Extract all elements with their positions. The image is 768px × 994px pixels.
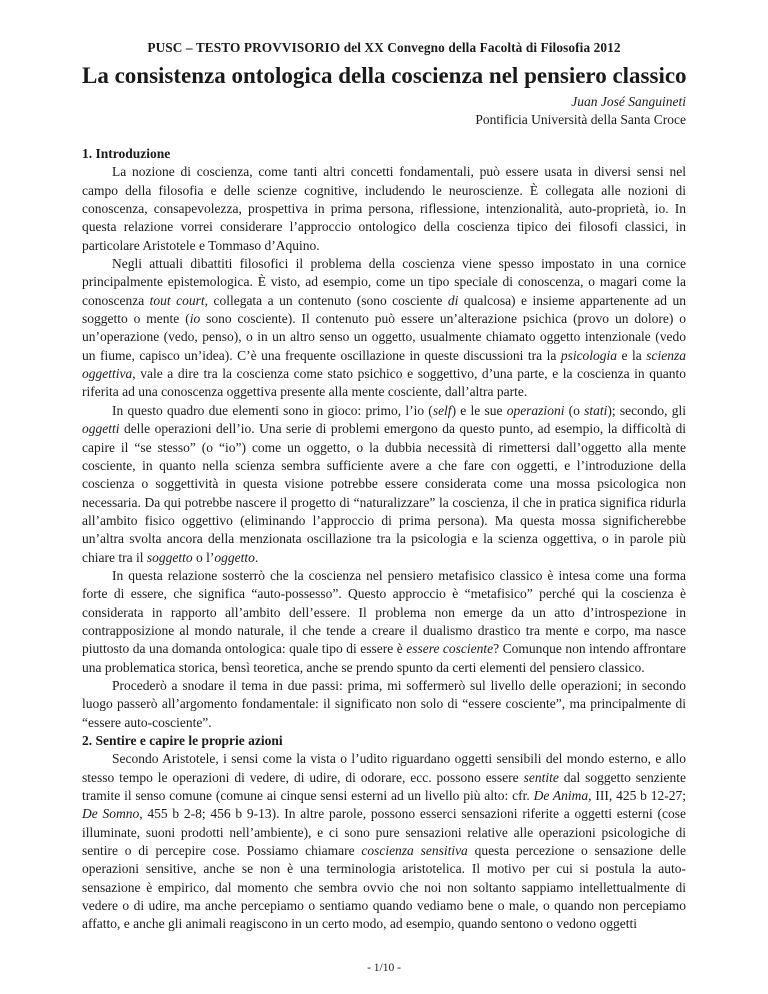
paragraph-text: delle operazioni dell’io. Una serie di problemi emergono da questo punto, ad esempio, la difficoltà di capire il “se stesso” (o “io”) come un oggetto, o la dubbia necessità di rimettersi dall’oggetto alla mente cosciente, in quanto nella scienza sembra sufficiente avere a che fare con oggetti, e l’introduzione della coscienza o soggettività in questa visione potrebbe essere considerata come una mossa psicologica non necessaria. Da qui potrebbe nascere il progetto di “naturalizzare” la coscienza, il che in pratica significa ridurla all’ambito fisico oggettivo (eliminando l’approccio di prima persona). Ma questa mossa significherebbe un’altra svolta ancora della menzionata oscillazione tra la psicologia e la scienza oggettiva, o in parole più chiare tra il	[82, 421, 686, 565]
italic-term: essere cosciente	[406, 641, 494, 657]
paragraph-text: qualcosa) e insieme appartenente ad un soggetto o mente (	[82, 292, 687, 327]
author-name: Juan José Sanguineti	[571, 94, 686, 109]
paragraph-text: sono cosciente). Il contenuto può essere un’alterazione psichica (provo un dolore) o un’operazione (vedo, penso), o in un altro senso un oggetto, usualmente chiamato oggetto intenzionale (vedo un fiume, capisco un’idea). C’è una frequente oscillazione in queste discussioni tra la	[82, 311, 686, 363]
italic-term: psicologia	[560, 347, 618, 363]
italic-term: tout court	[149, 292, 205, 308]
paragraph-text: ) e le sue	[451, 402, 507, 418]
paragraph-text: In questo quadro due elementi sono in gioco: primo, l’io (	[112, 402, 433, 418]
italic-term: di	[447, 292, 459, 308]
paragraph-text: .	[254, 549, 259, 565]
paragraph-3	[82, 402, 686, 567]
paragraph-text: , III, 425 b 12-27;	[588, 788, 687, 804]
paragraph-1	[82, 163, 686, 255]
page-number: - 1/10 -	[367, 962, 401, 974]
paragraph-text: ? Comunque non intendo affrontare una problematica storica, bensì teoretica, anche se prendo spunto da certi elementi del pensiero classico.	[82, 641, 686, 675]
italic-term: coscienza sensitiva	[361, 843, 468, 859]
italic-term: De Somno	[82, 806, 140, 822]
paragraph-text: (o	[564, 402, 585, 418]
paragraph-text: questa percezione o sensazione delle operazioni sensitive, anche se non è una terminologia aristotelica. Il motivo per cui si postula la auto-sensazione è empirico, dal momento che sembra ovvio che noi non soltanto sappiamo intellettualmente di vedere o di udire, ma anche percepiamo o sentiamo quando vediamo bene o male, o quando non percepiamo affatto, e anche gli animali reagiscono in un certo modo, ad esempio, quando sentono o vedono oggetti	[82, 843, 686, 932]
paragraph-text: , collegata a un contenuto (sono cosciente	[204, 292, 448, 308]
italic-term: operazioni	[506, 402, 565, 418]
author-block	[475, 93, 686, 129]
italic-term: self	[432, 402, 452, 418]
paragraph-text: Secondo Aristotele, i sensi come la vista o l’udito riguardano oggetti sensibili del mondo esterno, e allo stesso tempo le operazioni di vedere, di udire, di odorare, ecc. possono essere	[82, 751, 686, 785]
italic-term: oggetti	[82, 421, 120, 437]
running-head: PUSC – TESTO PROVVISORIO del XX Convegno della Facoltà di Filosofia 2012	[147, 40, 621, 55]
italic-term: scienza oggettiva	[82, 347, 686, 382]
paragraph-2	[82, 255, 686, 402]
paragraph-text: Negli attuali dibattiti filosofici il problema della coscienza viene spesso impostato in una cornice principalmente epistemologica. È visto, ad esempio, come un tipo speciale di conoscenza, o magari come la conoscenza	[82, 256, 686, 308]
paragraph-6	[82, 750, 686, 933]
paragraph-text: , vale a dire tra la coscienza come stato psichico e soggettivo, d’una parte, e la coscienza in quanto riferita ad una conoscenza oggettiva presente alla mente cosciente, dall’altra parte.	[82, 366, 686, 400]
italic-term: De Anima	[533, 788, 589, 804]
paragraph-4	[82, 567, 686, 677]
paragraph-text: La nozione di coscienza, come tanti altri concetti fondamentali, può essere usata in diversi sensi nel campo della filosofia e delle scienze cognitive, includendo le neuroscienze. È collegata alle nozioni di conoscenza, consapevolezza, prospettiva in prima persona, riflessione, intenzionalità, auto-proprietà, io. In questa relazione vorrei considerare l’approccio ontologico della coscienza tipico dei filosofi classici, in particolare Aristotele e Tommaso d’Aquino.	[82, 164, 686, 253]
paragraph-text: , 455 b 2-8; 456 b 9-13). In altre parole, possono esserci sensazioni riferite a oggetti esterni (cose illuminate, suoni prodotti nell’ambiente), e ci sono pure sensazioni relative alle operazioni psicologiche di sentire o di percepire cose. Possiamo chiamare	[82, 806, 686, 859]
section-heading-introduzione: 1. Introduzione	[82, 146, 171, 161]
italic-term: io	[189, 311, 201, 327]
author-affiliation: Pontificia Università della Santa Croce	[475, 112, 686, 127]
italic-term: oggetto	[214, 549, 255, 565]
paragraph-text: In questa relazione sosterrò che la coscienza nel pensiero metafisico classico è intesa come una forma forte di essere, che significa “auto-possesso”. Questo approccio è “metafisico” perché qui la coscienza è considerata in rapporto all’ambito dell’essere. Il problema non emerge da un atto d’introspezione in contrapposizione al mondo naturale, il che tende a creare il dualismo drastico tra mente e corpo, ma nasce piuttosto da una domanda ontologica: quale tipo di essere è	[82, 567, 686, 657]
section-heading-sentire: 2. Sentire e capire le proprie azioni	[82, 733, 283, 748]
paragraph-5	[82, 677, 686, 732]
paragraph-text: e la	[617, 347, 647, 363]
italic-term: sentite	[523, 769, 559, 785]
italic-term: stati	[584, 402, 608, 418]
paragraph-text: o l’	[192, 549, 215, 565]
paragraph-text: Procederò a snodare il tema in due passi: prima, mi soffermerò sul livello delle operazioni; in secondo luogo passerò all’argomento fondamentale: il significato non solo di “essere cosciente”, ma principalmente di “essere auto-cosciente”.	[82, 677, 686, 730]
body-text	[82, 145, 686, 934]
italic-term: soggetto	[146, 549, 193, 565]
paragraph-text: dal soggetto senziente tramite il senso comune (comune ai cinque sensi esterni ad un livello più alto: cfr.	[82, 769, 686, 804]
paper-title: La consistenza ontologica della coscienza nel pensiero classico	[82, 63, 687, 88]
paragraph-text: ); secondo, gli	[607, 402, 686, 418]
